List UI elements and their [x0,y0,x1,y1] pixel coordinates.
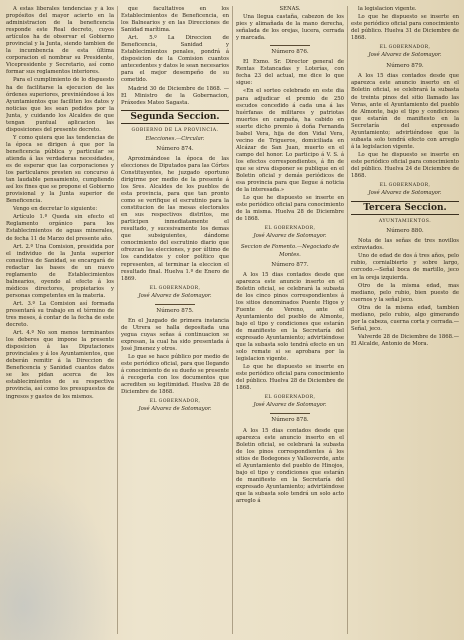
column-divider [347,6,348,634]
signature-name: José Alvarez de Sotomayor. [253,233,327,240]
notice-number: Número 880. [386,228,424,235]
signature-title: EL GOBERNADOR, [264,226,316,232]
paragraph: Art. 2.º Una Comision, presidida por el individuo de la Junta superior consultiva de Sanidad, se encargará de redactar las bases de un nuevo reglamento de Establecimientos balnearios, oyendo al efecto á los médicos directores, propietarios y personas competentes en la materia. [6,243,114,299]
column-1 [6,6,114,634]
paragraph: Otra de la misma edad, tambien mediano, pelo rubio, algo gimerando por la cabeza, cuerna corta y cerrada.—Señal, jeco. [351,304,459,332]
signature-title: EL GOBERNADOR, [149,399,201,405]
paragraph: Otro de la misma edad, mas mediano, pelo rubio, bien puesto de cuernos y la señal jeco. [351,282,459,303]
paragraph: Una llegua castaña, cabezon de los pies y alimañada de la mano derecha, señalada de los orejas, lucera, cerrada y marcada. [236,14,344,42]
paragraph: A los 15 dias contados desde que aparezca este anuncio inserto en el Boletin oficial, se celebrará la subasta de los cinco pinos correspondientes á los sitios denominados Puente Higos y Fuente de Vereno, ante el Ayuntamiento del pueblo de Almonte, bajo el tipo y condiciones que estarán de manifiesto en la Secretaría del expresado Ayuntamiento; advirtiéndose que la subasta solo tendrá efecto en un solo remate si se aprobara por la legislacion vigente. [236,271,344,363]
paragraph: Lo que he dispuesto se inserte en este periódico oficial para conocimiento de la misma. Huelva 28 de Diciembre de 1868. [236,195,344,223]
paragraph: Y como quiera que las tendencias de la época se dirigen á que por la beneficencia pública y particular se atienda á las verdaderas necesidades, es de esperar que las corporaciones y los particulares presten su concurso á tan laudable pensamiento, cumpliendo así los fines que se propone el Gobierno provisional y la Junta superior de Beneficencia. [6,134,114,205]
paragraph: A estas liberales tendencias y á los propósitos del mayor acierto en la administracion de la beneficencia responde este Real decreto, cuyos artículos ha de observar el Gobierno provincial y la Junta, siendo tambien de la incumbencia de esta última corporacion el nombrar su Presidente, Vicepresidente y Secretario, así como formar sus reglamentos interiores. [6,6,114,76]
signature-title: EL GOBERNADOR, [379,45,431,51]
signature-name: José Alvarez de Sotomayor. [138,406,212,413]
separator [155,304,195,305]
paragraph: la legislacion vigente. [358,6,417,12]
paragraph: Artículo 1.º Queda sin efecto el Reglamento orgánico para los Establecimientos de aguas minerales, de fecha 11 de Marzo del presente año. [6,214,114,242]
paragraph: Lo que he dispuesto se inserte en este periódico oficial para conocimiento del público. Huelva 24 de Diciembre de 1868. [351,151,459,180]
paragraph: Aproximándose la época de las elecciones de Diputados para las Córtes Constituyentes, he juzgado oportuno dirigirme por medio de la presente á los Sres. Alcaldes de los pueblos de esta provincia, para que tan pronto como se verifique el escrutinio para la constitucion de las mesas electorales en sus respectivos distritos, me participen inmediatamente el resultado, y sucesivamente los demas que subsiguientes, dándome conocimiento del escrutinio diario que ofrezcan las elecciones, y por último de los candidatos y color político que representen, al terminar la eleccion el resultado final. Huelva 1.º de Enero de 1869. [121,155,229,282]
paragraph: Art. 5.º La Direccion de Beneficencia, Sanidad y Establecimientos penales, pondrá á disposicion de la Comision cuantos antecedentes y datos le sean necesarios para el mejor desempeño de su cometido. [121,35,229,84]
notice-number: Número 878. [271,417,309,424]
notice-number: Número 874. [156,145,194,152]
paragraph: Vengo en decretar lo siguiente: [13,206,98,213]
paragraph: En el Juzgado de primera instancia de Utrera se halla depositada una yegua cuyas señas á continuacion se expresan, la cual ha sido presentada á José Jimenez y otros. [121,317,229,352]
notice-heading: Elecciones.—Circular. [145,135,205,142]
column-4 [351,6,459,634]
column-2 [121,6,229,634]
column-3 [236,6,344,634]
paragraph: Uno de edad de dos á tres años, pelo rubio, cornialbierto y sobre largo, corcodo.—Señal boca de martillo, jeco en la oreja izquierda. [351,253,459,281]
separator [270,45,310,46]
paragraph: Valverde 28 de Diciembre de 1868.—El Alcalde, Antonio de Mora. [351,333,459,347]
subsection-title: AYUNTAMIENTOS. [378,219,432,225]
paragraph: Art. 3.º La Comision así formada presentará su trabajo en el término de tres meses, á contar de la fecha de este decreto. [6,300,114,329]
signature-name: José Alvarez de Sotomayor. [368,52,442,59]
paragraph: Lo que he dispuesto se inserte en este periódico oficial para conocimiento del público. Huelva 28 de Diciembre de 1868. [236,364,344,392]
signature-title: EL GOBERNADOR, [264,395,316,401]
section-title: Segunda Seccion. [121,110,229,124]
signature-name: José Alvarez de Sotomayor. [253,402,327,409]
signature-name: José Alvarez de Sotomayor. [368,190,442,197]
notice-number: Número 877. [271,261,309,268]
separator [270,413,310,414]
section-title: Tercera Seccion. [351,201,459,215]
signature-title: EL GOBERNADOR, [379,183,431,189]
signature-name: José Alvarez de Sotomayor. [138,292,212,299]
paragraph: Lo que se hace público por medio de este periódico oficial, para que llegando á conocimiento de su dueño se presente á recogerla con los documentos que acrediten su legitimidad. Huelva 28 de Diciembre de 1868. [121,354,229,396]
column-divider [232,6,233,634]
paragraph: Art. 4.º No son menos terminantes los deberes que impone la presente disposicion á las Diputaciones provinciales y á los Ayuntamientos, que deberán remitir á la Direccion de Beneficencia y Sanidad cuantos datos se les pidan acerca de los establecimientos de su respectiva provincia, así como los presupuestos de ingresos y gastos de los mismos. [6,330,114,400]
paragraph: Para el cumplimiento de lo dispuesto ha de facilitarse la ejecucion de las órdenes superiores, previniéndose á los Ayuntamientos que faciliten los datos y noticias que les sean pedidos por la Junta, y cuidando los Alcaldes de que tengan puntual aplicacion las disposiciones del presente decreto. [6,77,114,133]
paragraph: «En el sorteo celebrado en este dia para adjudicar el premio de 250 escudos concedido á cada una á las huérfanas de militares y patriotas muertos en campaña, ha cabido en suerte dicho premio á doña Fernanda Isabel Vera, hija de don Vidal Vera, vecino de Trigueros, domiciliada en Alcázar de San Juan, muerto en el campo del honor. Lo participo á V. S. á los efectos correspondientes, á fin de que se sirva disponer se publique en el Boletin oficial y demás periódicos de esa provincia para que llegue á noticia de la interesada.» [236,88,344,194]
notice-number: Número 879. [386,63,424,70]
paragraph: que facultativos en los Establecimientos de Beneficencia, en los Balnearios y en las Direcciones de Sanidad marítima. [121,6,229,34]
subsection-title: GOBIERNO DE LA PROVINCIA. [131,127,219,133]
signature-title: EL GOBERNADOR, [149,285,201,291]
paragraph: Lo que he dispuesto se inserte en este periódico oficial para conocimiento del público. Huelva 31 de Diciembre de 1868. [351,14,459,42]
notice-heading: Seccion de Fomento.—Negociado de Montes. [240,244,340,258]
paragraph: El Exmo. Sr. Director general de Rentas Estancadas y Loterías, con fecha 23 del actual, me dice lo que sigue: [236,59,344,87]
notice-number: Número 875. [156,307,194,314]
column-divider [117,6,118,634]
notice-number: Número 876. [271,49,309,56]
paragraph: A los 15 dias contados desde que aparezca este anuncio inserto en el Boletin oficial, se celebrará la subasta de los pinos correspondientes á los sitios de Bodegones y Valleoverde, ante el Ayuntamiento del pueblo de Hinojos, bajo el tipo y condiciones que estarán de manifiesto en la Secretaría del expresado Ayuntamiento; advirtiéndose que la subasta solo tendrá un solo acto arreglo á [236,427,344,504]
paragraph: Madrid 30 de Diciembre de 1868. — El Ministro de la Gobernacion, Práxedes Mateo Sagasta. [121,85,229,106]
paragraph: Nota de las señas de tres novillos extraviados. [351,238,459,252]
paragraph: A los 15 dias contados desde que aparezca este anuncio inserto en el Boletin oficial, se celebrará la subasta de treinta pinos del sitio llamado las Veras, ante el Ayuntamiento del pueblo de Almonte, bajo el tipo y condiciones que estarán de manifiesto en la Secretaría del expresado Ayuntamiento; advirtiéndose que la subasta solo tendrá efecto con arreglo á la legislacion vigente. [351,73,459,150]
notice-heading: SEÑAS. [279,6,301,12]
